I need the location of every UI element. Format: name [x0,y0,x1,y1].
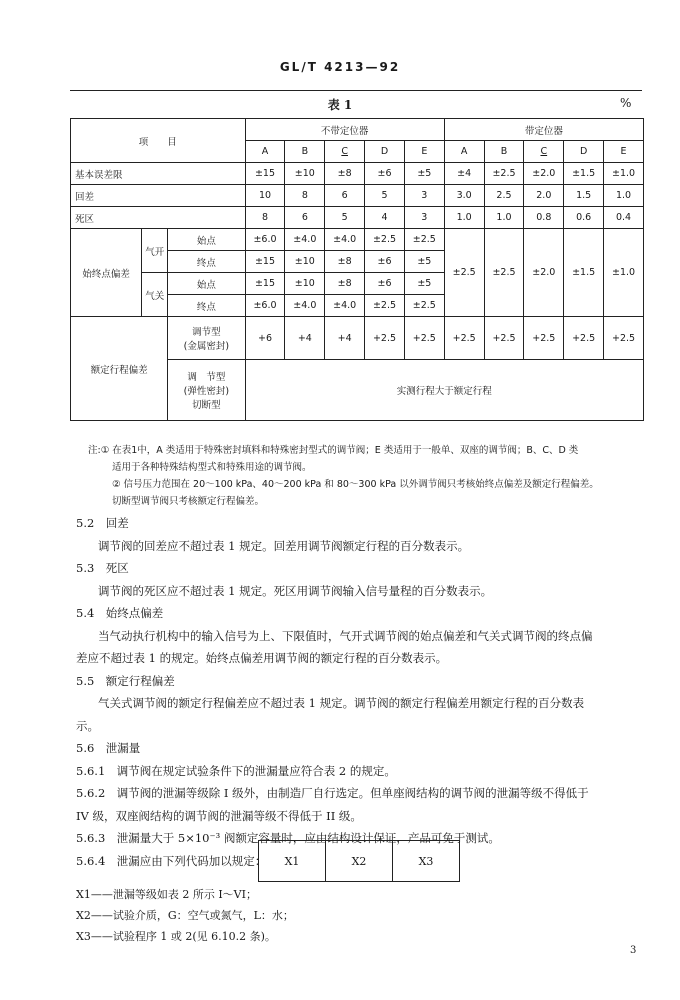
table-cell: +2.5 [484,317,524,360]
table-cell: ±8 [325,163,365,185]
table-cell: +2.5 [404,317,444,360]
row-label: 死区 [71,207,246,229]
table-cell: 3 [404,207,444,229]
row-label: 基本误差限 [71,163,246,185]
table-cell: 5 [325,207,365,229]
table-cell: 6 [285,207,325,229]
table-cell: ±2.5 [404,295,444,317]
table-unit: % [620,96,632,110]
col-header: E [404,141,444,163]
code-legend [76,884,294,947]
paragraph: 5.6.3 泄漏量大于 5×10⁻³ 阀额定容量时，应由结构设计保证，产品可免于测试。 [76,831,500,845]
sub-label: 终点 [168,295,245,317]
table-cell: +6 [245,317,285,360]
table-cell: ±5 [404,163,444,185]
sub-label-line: (弹性密封) [183,386,230,397]
sub-label: 始点 [168,229,245,251]
note-line: 注:① 在表1中，A 类适用于特殊密封填料和特殊密封型式的调节阀；E 类适用于一般单、双座的调节阀；B、C、D 类 [88,445,579,456]
table-cell: ±2.5 [444,229,484,317]
table-cell: 1.5 [564,185,604,207]
row-deadband [71,207,644,229]
group-positioner: 带定位器 [444,119,643,141]
section-heading: 5.2 回差 [76,516,129,530]
sub-label-metal-seal [168,317,245,360]
table-title: 表 1 [327,98,353,112]
row-rated-travel-metal [71,317,644,360]
paragraph: 当气动执行机构中的输入信号为上、下限值时，气开式调节阀的始点偏差和气关式调节阀的终点偏 [98,628,593,643]
table-cell: 3 [404,185,444,207]
table-cell: ±2.5 [365,229,405,251]
table-cell: +2.5 [365,317,405,360]
col-header: A [245,141,285,163]
table-cell: ±10 [285,251,325,273]
section-heading: 5.6 泄漏量 [76,741,141,755]
paragraph: 气关式调节阀的额定行程偏差应不超过表 1 规定。调节阀的额定行程偏差用额定行程的百分数表 [98,696,585,710]
section-heading: 5.4 始终点偏差 [76,606,164,620]
table-cell: ±4 [444,163,484,185]
table-cell: 0.6 [564,207,604,229]
page-number: 3 [630,945,637,956]
item-header: 项 目 [71,119,246,163]
table-cell: ±6 [365,273,405,295]
body-text [76,512,648,872]
row-label: 回差 [71,185,246,207]
col-header: B [285,141,325,163]
col-header: D [564,141,604,163]
table-cell: ±5 [404,273,444,295]
table-cell: ±1.5 [564,163,604,185]
table-cell: ±5 [404,251,444,273]
sub-label-line: 切断型 [192,400,221,411]
table-cell: ±2.5 [484,163,524,185]
table-cell: ±1.5 [564,229,604,317]
note-line: 切断型调节阀只考核额定行程偏差。 [112,496,265,507]
legend-line: X2——试验介质，G：空气或氮气，L：水； [76,909,294,922]
table-cell: 10 [245,185,285,207]
table-cell: +2.5 [524,317,564,360]
table-cell: ±2.5 [484,229,524,317]
paragraph: 示。 [76,718,99,733]
table-cell: ±4.0 [325,229,365,251]
table-cell: +4 [285,317,325,360]
table-cell: ±4.0 [285,229,325,251]
col-header: A [444,141,484,163]
table-notes [88,442,648,510]
leakage-code-table [258,840,460,882]
table-cell: +2.5 [444,317,484,360]
code-cell: X3 [393,841,460,882]
row-hysteresis [71,185,644,207]
table-cell: ±6 [365,163,405,185]
paragraph: IV 级，双座阀结构的调节阀的泄漏等级不得低于 II 级。 [76,808,362,823]
table-cell: ±15 [245,251,285,273]
legend-line: X3——试验程序 1 或 2(见 6.10.2 条)。 [76,930,276,943]
paragraph: 5.6.2 调节阀的泄漏等级除 I 级外，由制造厂自行选定。但单座阀结构的调节阀的泄漏等级不得低于 [76,786,589,800]
col-header: E [604,141,644,163]
table-cell: ±2.0 [524,163,564,185]
row-basic-error [71,163,644,185]
table-cell: +2.5 [604,317,644,360]
table-header-row-1 [71,119,644,141]
paragraph: 5.6.1 调节阀在规定试验条件下的泄漏量应符合表 2 的规定。 [76,763,396,778]
code-cell: X2 [326,841,393,882]
table-cell: ±6.0 [245,229,285,251]
table-1 [70,118,644,421]
code-cell: X1 [259,841,326,882]
col-header: B [484,141,524,163]
table-cell: ±2.0 [524,229,564,317]
header-rule [70,90,642,91]
paragraph: 调节阀的回差应不超过表 1 规定。回差用调节阀额定行程的百分数表示。 [98,538,470,553]
sub-label: 始点 [168,273,245,295]
sub-label: 气开 [142,229,168,273]
table-cell: 1.0 [604,185,644,207]
table-cell: 1.0 [484,207,524,229]
table-cell: ±2.5 [404,229,444,251]
standard-code: GL/T 4213—92 [279,60,401,74]
table-cell: 1.0 [444,207,484,229]
legend-line: X1——泄漏等级如表 2 所示 I～VI； [76,888,257,901]
note-line: ② 信号压力范围在 20～100 kPa、40～200 kPa 和 80～300 kPa 以外调节阀只考核始终点偏差及额定行程偏差。 [112,479,599,490]
table-cell: ±1.0 [604,163,644,185]
table-cell: +2.5 [564,317,604,360]
table-cell: 2.0 [524,185,564,207]
table-cell: 0.8 [524,207,564,229]
table-cell: 8 [245,207,285,229]
col-header: C [325,141,365,163]
table-cell: 2.5 [484,185,524,207]
row-endpoint-open-start [71,229,644,251]
section-heading: 5.5 额定行程偏差 [76,673,175,688]
table-cell: ±4.0 [285,295,325,317]
table-cell: ±6 [365,251,405,273]
table-cell: 4 [365,207,405,229]
table-cell: ±1.0 [604,229,644,317]
row-label: 额定行程偏差 [71,317,168,421]
col-header: C [524,141,564,163]
table-cell: ±2.5 [365,295,405,317]
table-cell: ±10 [285,163,325,185]
paragraph: 调节阀的死区应不超过表 1 规定。死区用调节阀输入信号量程的百分数表示。 [98,583,493,598]
row-label: 始终点偏差 [71,229,142,317]
merged-cell: 实测行程大于额定行程 [245,360,643,421]
section-heading: 5.3 死区 [76,561,129,575]
sub-label: 气关 [142,273,168,317]
table-cell: 5 [365,185,405,207]
table-cell: ±15 [245,273,285,295]
sub-label-line: 调 节型 [187,372,226,383]
note-line: 适用于各种特殊结构型式和特殊用途的调节阀。 [112,462,312,473]
table-cell: +4 [325,317,365,360]
table-cell: ±8 [325,251,365,273]
table-cell: 8 [285,185,325,207]
table-cell: 3.0 [444,185,484,207]
table-cell: ±15 [245,163,285,185]
sub-label-line: 调节型 [192,327,221,338]
table-cell: ±4.0 [325,295,365,317]
table-cell: ±6.0 [245,295,285,317]
group-no-positioner: 不带定位器 [245,119,444,141]
paragraph: 差应不超过表 1 的规定。始终点偏差用调节阀的额定行程的百分数表示。 [76,651,448,665]
sub-label-line: (金属密封) [183,341,230,352]
table-cell: 0.4 [604,207,644,229]
sub-label: 终点 [168,251,245,273]
paragraph: 5.6.4 泄漏应由下列代码加以规定： [76,853,267,868]
table-cell: ±10 [285,273,325,295]
table-cell: 6 [325,185,365,207]
table-cell: ±8 [325,273,365,295]
col-header: D [365,141,405,163]
sub-label-elastic-seal [168,360,245,421]
